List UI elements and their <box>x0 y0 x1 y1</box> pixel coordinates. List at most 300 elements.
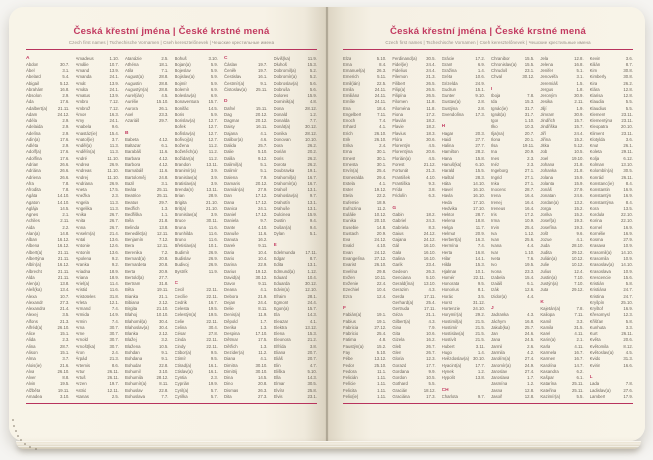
nameday-date: 3.10. <box>208 55 218 61</box>
nameday-date: 3.10. <box>59 393 70 399</box>
nameday-date: 28.1. <box>307 293 317 299</box>
name-label: Krasomila <box>589 256 609 261</box>
name-label: Eunika <box>343 218 357 224</box>
name-label: Cyntia <box>174 375 187 381</box>
nameday-date: 11.10. <box>107 168 119 174</box>
nameday-date: 26.9. <box>208 262 218 268</box>
letter-header: H <box>441 124 446 130</box>
nameday-date: 2.1. <box>576 337 584 343</box>
name-label: Igor <box>490 118 499 124</box>
name-label: Graciána <box>392 393 410 399</box>
name-label: Heda <box>441 199 452 205</box>
nameday-date: 26.3. <box>257 387 268 393</box>
nameday-date: 13.8. <box>158 224 169 230</box>
name-label: Dobruša <box>273 86 290 92</box>
nameday-date: 24.6. <box>574 193 584 199</box>
nameday-date: 8.4. <box>379 61 387 67</box>
nameday-date: 1.3. <box>260 324 268 330</box>
nameday-date: 7.4. <box>111 318 119 324</box>
nameday-date: 12.7. <box>208 124 218 130</box>
name-label: Bartoloměj <box>125 174 146 180</box>
nameday-date: 5.10. <box>376 349 387 355</box>
nameday-date: 1.7. <box>260 318 268 324</box>
nameday-date: 30.9. <box>574 111 584 117</box>
nameday-date: 2.4. <box>111 349 119 355</box>
nameday-date: 30.1. <box>376 155 387 161</box>
name-label: Bera <box>125 243 135 249</box>
nameday-date: 30.1. <box>376 162 387 168</box>
nameday-date: 15.3. <box>307 61 317 67</box>
nameday-date: 10.9. <box>623 256 633 261</box>
nameday-date: 1.2. <box>527 381 535 387</box>
name-label: Kvido <box>589 356 601 362</box>
nameday-date: 15.9. <box>307 93 317 99</box>
name-label: Antal <box>75 237 86 243</box>
name-label: Flóra <box>392 136 403 142</box>
nameday-date: 17.12. <box>255 193 268 199</box>
nameday-date: 9.10. <box>475 93 485 99</box>
nameday-date: 25.11. <box>156 193 169 199</box>
name-label: Filibert <box>392 80 406 86</box>
nameday-date: 27.1. <box>524 168 535 174</box>
nameday-date: 4.1. <box>260 356 268 362</box>
nameday-date: 1.3. <box>161 205 169 211</box>
name-label: Jaroslav <box>490 368 507 374</box>
name-label: Karmen <box>540 356 556 362</box>
name-label: Johana <box>540 162 555 168</box>
nameday-date: 6.1. <box>161 143 169 149</box>
nameday-date: 9.7. <box>260 218 268 224</box>
nameday-date: 16.9. <box>623 224 633 230</box>
name-label: Křišťan <box>589 318 604 324</box>
name-label: Anita <box>75 218 86 224</box>
nameday-date: 2.6. <box>527 343 535 349</box>
nameday-date: 28.2. <box>475 149 485 155</box>
nameday-date: 16.8. <box>524 318 535 324</box>
nameday-date: 10.4. <box>376 287 387 293</box>
nameday-date: 20.10. <box>374 218 387 224</box>
nameday-date: 15.1. <box>59 349 70 355</box>
nameday-date: 10.1. <box>208 243 218 249</box>
name-label: Filip(a) <box>392 86 406 92</box>
nameday-date: 10.9. <box>623 268 633 274</box>
name-label: Alva <box>26 368 35 374</box>
name-label: Abelard <box>26 74 41 80</box>
name-label: Cyprián <box>174 381 190 387</box>
name-label: Florentýn <box>392 143 411 149</box>
nameday-date: 22.11. <box>206 318 218 324</box>
name-label: Izidor(a) <box>490 293 507 299</box>
name-label: Bystrík <box>174 268 188 274</box>
nameday-date: 13.1. <box>307 187 317 193</box>
name-label: Blahoslav(a) <box>125 324 149 330</box>
name-label: Izabela <box>490 274 505 280</box>
name-label: Borislav(a) <box>174 118 196 124</box>
name-label: Daniel <box>224 212 237 218</box>
name-label: Doris <box>273 155 284 161</box>
nameday-date: 24.4. <box>426 61 436 67</box>
left-page <box>9 7 327 441</box>
name-label: Atanázie <box>125 55 142 61</box>
name-label: Bojislav(a) <box>174 74 195 80</box>
name-label: Bazil <box>125 180 135 186</box>
name-label: Chrudoš <box>490 68 508 74</box>
nameday-date: 3.1. <box>161 180 169 186</box>
name-label: Irenej <box>490 199 502 205</box>
nameday-date: 2.4. <box>379 143 387 149</box>
name-label: Jarolím(a) <box>490 356 511 362</box>
nameday-date: 21.4. <box>109 230 119 236</box>
nameday-date: 13.12. <box>374 356 387 362</box>
name-label: Derika <box>224 324 237 330</box>
nameday-date: 10.10. <box>156 312 169 318</box>
name-label: Johanka <box>540 168 557 174</box>
nameday-date: 12.8. <box>524 393 535 399</box>
nameday-date: 15.1. <box>59 331 70 337</box>
nameday-date: 17.7. <box>426 362 436 368</box>
name-label: Boleslav(a) <box>174 93 196 99</box>
nameday-date: 24.4. <box>426 68 436 74</box>
nameday-date: 10.11. <box>374 274 387 280</box>
nameday-date: 21.8. <box>158 218 169 224</box>
nameday-date: 26.9. <box>208 256 218 261</box>
name-label: Homér <box>441 274 455 280</box>
nameday-date: 26.6. <box>59 174 70 180</box>
nameday-date: 1.2. <box>477 368 485 374</box>
nameday-date: 24.1. <box>109 118 119 124</box>
nameday-date: 12.11. <box>156 230 169 236</box>
name-label: Áda <box>26 99 34 105</box>
nameday-date: 11.6. <box>208 224 218 230</box>
letter-header: A <box>26 55 30 61</box>
name-label: Elin <box>273 362 281 368</box>
nameday-date: 5.5. <box>576 393 584 399</box>
name-label: Honorata <box>441 281 460 287</box>
name-label: Flavie <box>392 124 404 130</box>
nameday-date: 26.10. <box>57 324 70 330</box>
nameday-date: 7.6. <box>527 256 535 261</box>
name-label: Anděl(a) <box>75 143 92 149</box>
name-label: Hynek <box>441 368 454 374</box>
nameday-date: 15.2. <box>574 212 584 218</box>
nameday-date: 7.7. <box>161 393 169 399</box>
name-label: Amand <box>75 68 90 74</box>
name-label: Irvin <box>490 224 500 230</box>
nameday-date: 16.11. <box>255 124 268 130</box>
nameday-date: 1.11. <box>377 387 387 393</box>
name-label: Emil(ián) <box>343 80 360 86</box>
nameday-date: 13.9. <box>109 80 119 86</box>
name-label: Konrád <box>589 174 604 180</box>
nameday-date: 18.9. <box>109 274 119 280</box>
nameday-date: 5.12. <box>59 80 70 86</box>
name-label: Jonáš <box>540 187 552 193</box>
name-label: Bonifác <box>174 105 189 111</box>
nameday-date: 16.7. <box>208 299 218 305</box>
name-label: Fabián(a) <box>343 312 362 318</box>
nameday-date: 2.8. <box>477 105 485 111</box>
nameday-date: 18.9. <box>376 199 387 205</box>
nameday-date: 3.7. <box>62 356 70 362</box>
nameday-date: 27.8. <box>208 331 218 337</box>
nameday-date: 26.1. <box>158 105 169 111</box>
name-label: Hermína <box>441 243 459 249</box>
nameday-date: 26.1. <box>623 143 633 149</box>
nameday-date: 1.3. <box>260 343 268 349</box>
nameday-date: 2.11. <box>60 218 70 224</box>
name-label: Ctibor(a) <box>174 349 192 355</box>
nameday-date: 17.11. <box>424 293 436 299</box>
name-label: Albena <box>26 243 40 249</box>
nameday-date: 23.3. <box>158 111 169 117</box>
nameday-date: 21.10. <box>156 306 169 312</box>
nameday-date: 4.5. <box>625 349 633 355</box>
name-label: Blanka <box>125 331 139 337</box>
nameday-date: 4.11. <box>574 331 584 337</box>
name-label: Gál <box>392 243 400 249</box>
nameday-date: 9.6. <box>111 124 119 130</box>
nameday-date: 15.3. <box>475 262 485 268</box>
name-label: Inocenc <box>490 187 507 193</box>
name-label: Aristid <box>75 287 88 293</box>
name-label: Kryšpín <box>589 299 605 305</box>
name-label: Dan <box>224 193 232 199</box>
name-label: Amát <box>75 80 86 86</box>
nameday-date: 12.7. <box>208 130 218 136</box>
nameday-date: 4.10. <box>376 243 387 249</box>
nameday-date: 20.7. <box>307 349 317 355</box>
name-label: Bořek <box>174 124 186 130</box>
nameday-date: 21.9. <box>257 293 268 299</box>
name-label: Atanas <box>75 393 89 399</box>
names-column <box>491 56 534 401</box>
name-label: Gala <box>392 249 402 255</box>
name-label: Květa <box>589 337 601 343</box>
name-label: Albertýna <box>26 256 45 261</box>
nameday-date: 19.1. <box>307 168 317 174</box>
nameday-date: 11.7. <box>475 224 485 230</box>
nameday-date: 5.9. <box>210 111 218 117</box>
name-label: Gajana <box>392 237 407 243</box>
name-label: Andreas <box>75 168 92 174</box>
nameday-date: 19.11. <box>156 287 169 293</box>
nameday-date: 4.1. <box>379 180 387 186</box>
nameday-date: 16.3. <box>475 237 485 243</box>
nameday-date: 27.6. <box>623 387 633 393</box>
name-label: Dino <box>224 381 233 387</box>
name-label: Alfons <box>26 318 38 324</box>
name-label: Absolon <box>26 93 42 99</box>
nameday-date: 5.9. <box>210 61 218 67</box>
nameday-date: 30.10. <box>255 362 268 368</box>
name-label: Edelmunda <box>273 249 296 255</box>
nameday-date: 25.10. <box>621 299 633 305</box>
name-label: Dalibor(a) <box>224 136 243 142</box>
name-label: Kajetán(a) <box>540 306 561 312</box>
name-label: Dag <box>224 111 232 117</box>
nameday-date: 2.3. <box>111 193 119 199</box>
name-label: Arnošt(ka) <box>75 343 96 349</box>
name-label: Květoslav(a) <box>589 349 614 355</box>
nameday-date: 21.1. <box>158 293 169 299</box>
nameday-date: 20.8. <box>158 262 169 268</box>
name-label: Eduard <box>273 274 288 280</box>
nameday-date: 6.1. <box>576 375 584 381</box>
name-entry <box>392 394 435 400</box>
name-label: Hedvika <box>441 205 458 211</box>
nameday-date: 2.8. <box>477 99 485 105</box>
nameday-date: 24.10. <box>473 306 485 312</box>
nameday-date: 15.4. <box>524 274 535 280</box>
nameday-date: 19.7. <box>257 68 268 74</box>
name-label: Jiljí <box>540 105 547 111</box>
nameday-date: 12.7. <box>208 118 218 124</box>
nameday-date: 17.10. <box>473 205 485 211</box>
name-label: Bronislav(a) <box>174 212 198 218</box>
name-label: Alexandra <box>26 306 46 312</box>
nameday-date: 8.8. <box>62 375 70 381</box>
nameday-date: 17.10. <box>255 331 268 337</box>
nameday-date: 30.12. <box>255 274 268 280</box>
nameday-date: 6.3. <box>428 193 436 199</box>
name-label: Jorika <box>540 212 552 218</box>
name-label: Bohuš <box>174 55 187 61</box>
nameday-date: 3.9. <box>210 180 218 186</box>
nameday-date: 26.5. <box>426 86 436 92</box>
name-label: Antonín <box>75 249 91 255</box>
name-label: Donald <box>273 111 288 117</box>
name-label: Kira <box>589 80 598 86</box>
name-label: Esmeralda <box>343 174 364 180</box>
nameday-date: 3.8. <box>309 343 317 349</box>
nameday-date: 14.5. <box>59 205 70 211</box>
name-label: Ester <box>343 187 354 193</box>
nameday-date: 16.3. <box>109 111 119 117</box>
nameday-date: 11.2. <box>208 143 218 149</box>
nameday-date: 15.2. <box>574 136 584 142</box>
nameday-date: 1.11. <box>377 375 387 381</box>
nameday-date: 12.6. <box>109 243 119 249</box>
name-label: Irma <box>490 218 500 224</box>
nameday-date: 17.6. <box>59 149 70 155</box>
name-label: Kristina <box>589 293 604 299</box>
nameday-date: 7.12. <box>109 99 119 105</box>
nameday-date: 12.1. <box>109 299 119 305</box>
nameday-date: 12.3. <box>426 356 436 362</box>
name-label: Budivoj <box>174 262 189 268</box>
name-label: Donát(a) <box>273 124 291 130</box>
nameday-date: 15.3. <box>524 99 535 105</box>
nameday-date: 5.9. <box>210 68 218 74</box>
name-label: Berta <box>125 268 136 274</box>
name-label: Kilián <box>589 61 601 67</box>
nameday-date: 11.9. <box>208 268 218 274</box>
name-label: Jasna <box>490 387 503 393</box>
name-label: Klement <box>589 111 606 117</box>
name-label: César <box>174 331 186 337</box>
nameday-date: 2.9. <box>62 143 70 149</box>
nameday-date: 24.12. <box>423 230 436 236</box>
nameday-date: 5.12. <box>574 143 584 149</box>
name-label: Elmar <box>273 381 285 387</box>
nameday-date: 13.10. <box>621 162 633 168</box>
name-label: Engelbert <box>343 111 362 117</box>
name-label: Brunhilda <box>174 230 193 236</box>
nameday-date: 11.10. <box>107 155 119 161</box>
nameday-date: 11.9. <box>307 55 317 61</box>
name-label: Dominik(a) <box>273 99 295 105</box>
name-label: Dalimil(a) <box>224 162 243 168</box>
name-label: Barbara <box>125 155 141 161</box>
nameday-date: 8.4. <box>625 180 633 186</box>
nameday-date: 16.10. <box>423 249 436 255</box>
name-entry <box>274 394 318 400</box>
nameday-date: 4.1. <box>260 130 268 136</box>
nameday-date: 24.12. <box>374 237 387 243</box>
names-column <box>26 56 70 401</box>
name-label: Adalbert(a) <box>26 105 48 111</box>
name-label: Agnes <box>26 212 39 218</box>
nameday-date: 14.3. <box>307 375 317 381</box>
name-label: Havla <box>441 193 453 199</box>
name-label: Alžběta <box>26 387 41 393</box>
nameday-date: 13.12. <box>305 324 317 330</box>
nameday-date: 17.5. <box>109 187 119 193</box>
nameday-date: 8.7. <box>625 61 633 67</box>
name-label: Ilsa <box>490 143 498 149</box>
nameday-date: 11.9. <box>258 312 268 318</box>
nameday-date: 4.1. <box>309 318 317 324</box>
name-label: Knut <box>589 143 599 149</box>
name-label: Frída <box>392 187 403 193</box>
name-label: Barabáš <box>125 149 142 155</box>
name-label: Jela <box>540 55 549 61</box>
name-label: Gerda <box>392 293 405 299</box>
name-label: Konstantýna <box>589 199 614 205</box>
nameday-date: 8.3. <box>428 224 436 230</box>
name-label: Fiona <box>392 111 404 117</box>
name-label: Ivo <box>490 262 497 268</box>
nameday-date: 19.11. <box>522 143 535 149</box>
nameday-date: 28.12. <box>156 375 169 381</box>
name-label: Krasoslav(a) <box>589 262 614 268</box>
stitching-dot <box>15 430 17 432</box>
nameday-date: 2.1. <box>62 212 70 218</box>
nameday-date: 24.1. <box>257 205 268 211</box>
name-label: Kolombín(a) <box>589 168 614 174</box>
name-label: Efraim <box>273 293 286 299</box>
nameday-date: 22.11. <box>206 337 218 343</box>
name-label: Halina <box>441 143 454 149</box>
name-label: Herbert(a) <box>441 237 462 243</box>
nameday-date: 5.5. <box>428 381 436 387</box>
name-label: Judita <box>540 249 552 255</box>
nameday-date: 7.8. <box>527 93 535 99</box>
nameday-date: 3.3. <box>576 318 584 324</box>
name-label: Boris <box>174 111 185 117</box>
nameday-date: 27.1. <box>524 174 535 180</box>
name-label: Adriena <box>26 174 41 180</box>
name-label: Amanda <box>75 74 92 80</box>
nameday-date: 30.7. <box>109 337 119 343</box>
name-label: Julián(a) <box>540 256 557 261</box>
name-label: Kolja <box>589 155 600 161</box>
name-label: Justýn(a) <box>540 281 558 287</box>
nameday-date: 14.10. <box>473 180 485 186</box>
name-label: Benedikt(a) <box>125 230 147 236</box>
nameday-date: 27.12. <box>374 324 387 330</box>
nameday-date: 24.11. <box>374 99 387 105</box>
